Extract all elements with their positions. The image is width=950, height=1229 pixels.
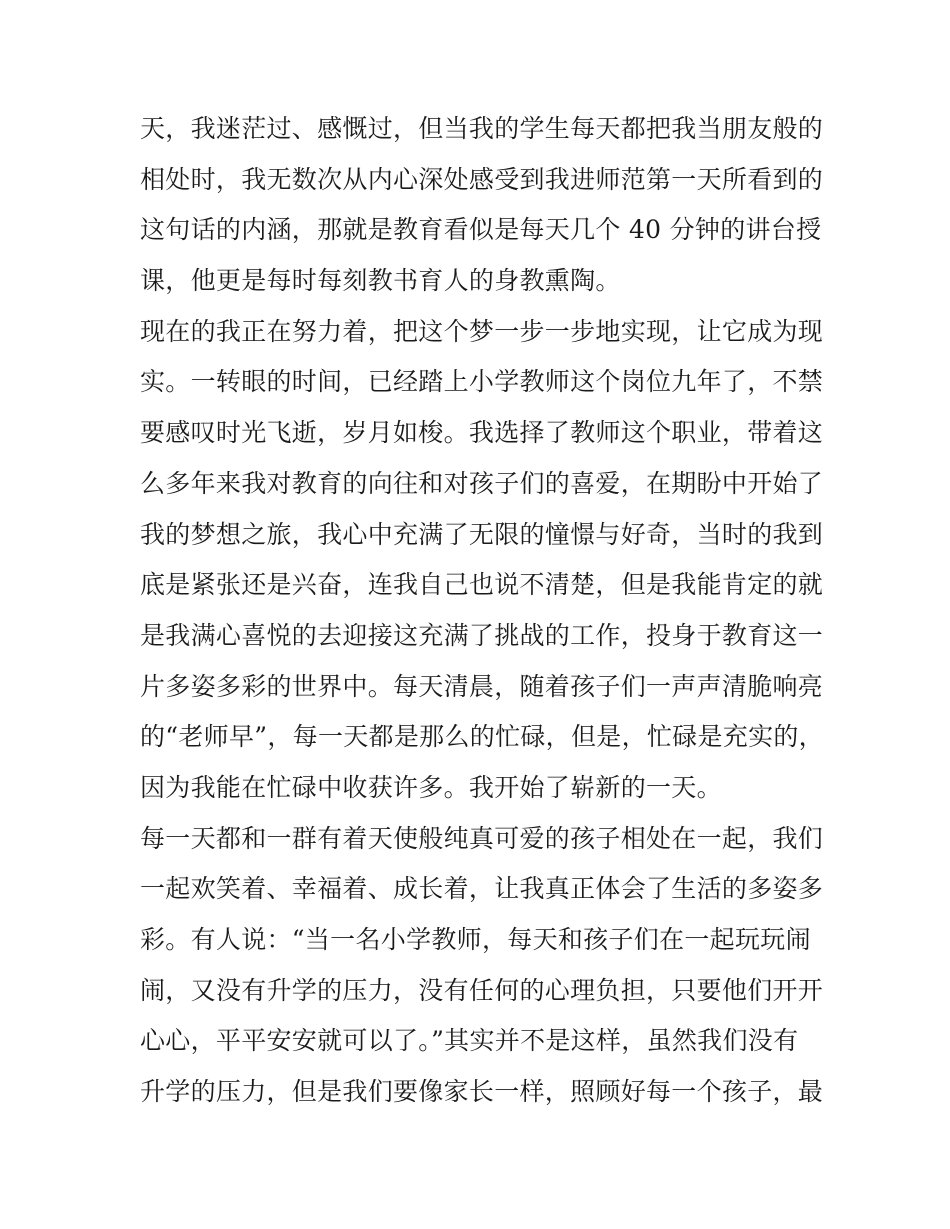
- text-line: 闹，又没有升学的压力，没有任何的心理负担，只要他们开开: [140, 975, 824, 1005]
- text-line: 天，我迷茫过、感慨过，但当我的学生每天都把我当朋友般的: [140, 114, 824, 143]
- text-line: 每一天都和一群有着天使般纯真可爱的孩子相处在一起，我们: [140, 823, 824, 853]
- text-line: 升学的压力，但是我们要像家长一样，照顾好每一个孩子，最: [140, 1077, 824, 1107]
- text-line: 心心，平平安安就可以了。”其实并不是这样，虽然我们没有: [140, 1026, 799, 1056]
- text-line: 这句话的内涵，那就是教育看似是每天几个 40 分钟的讲台授: [140, 215, 822, 245]
- text-line: 课，他更是每时每刻教书育人的身教熏陶。: [140, 266, 621, 296]
- text-line: 么多年来我对教育的向往和对孩子们的喜爱，在期盼中开始了: [140, 468, 824, 498]
- text-line: 是我满心喜悦的去迎接这充满了挑战的工作，投身于教育这一: [140, 620, 824, 650]
- text-line: 因为我能在忙碌中收获许多。我开始了崭新的一天。: [140, 772, 722, 802]
- text-line: 彩。有人说：“当一名小学教师，每天和孩子们在一起玩玩闹: [140, 925, 811, 954]
- text-line: 片多姿多彩的世界中。每天清晨，随着孩子们一声声清脆响亮: [140, 671, 824, 701]
- text-line: 底是紧张还是兴奋，连我自己也说不清楚，但是我能肯定的就: [140, 570, 824, 600]
- text-line: 我的梦想之旅，我心中充满了无限的憧憬与好奇，当时的我到: [140, 519, 824, 549]
- document-page: [140, 104, 824, 1118]
- text-line: 实。一转眼的时间，已经踏上小学教师这个岗位九年了，不禁: [140, 367, 824, 397]
- text-line: 一起欢笑着、幸福着、成长着，让我真正体会了生活的多姿多: [140, 874, 824, 904]
- text-line: 的“老师早”，每一天都是那么的忙碌，但是，忙碌是充实的，: [140, 722, 824, 752]
- text-line: 相处时，我无数次从内心深处感受到我进师范第一天所看到的: [140, 164, 824, 194]
- text-line: 现在的我正在努力着，把这个梦一步一步地实现，让它成为现: [140, 316, 824, 346]
- text-line: 要感叹时光飞逝，岁月如梭。我选择了教师这个职业，带着这: [140, 418, 824, 448]
